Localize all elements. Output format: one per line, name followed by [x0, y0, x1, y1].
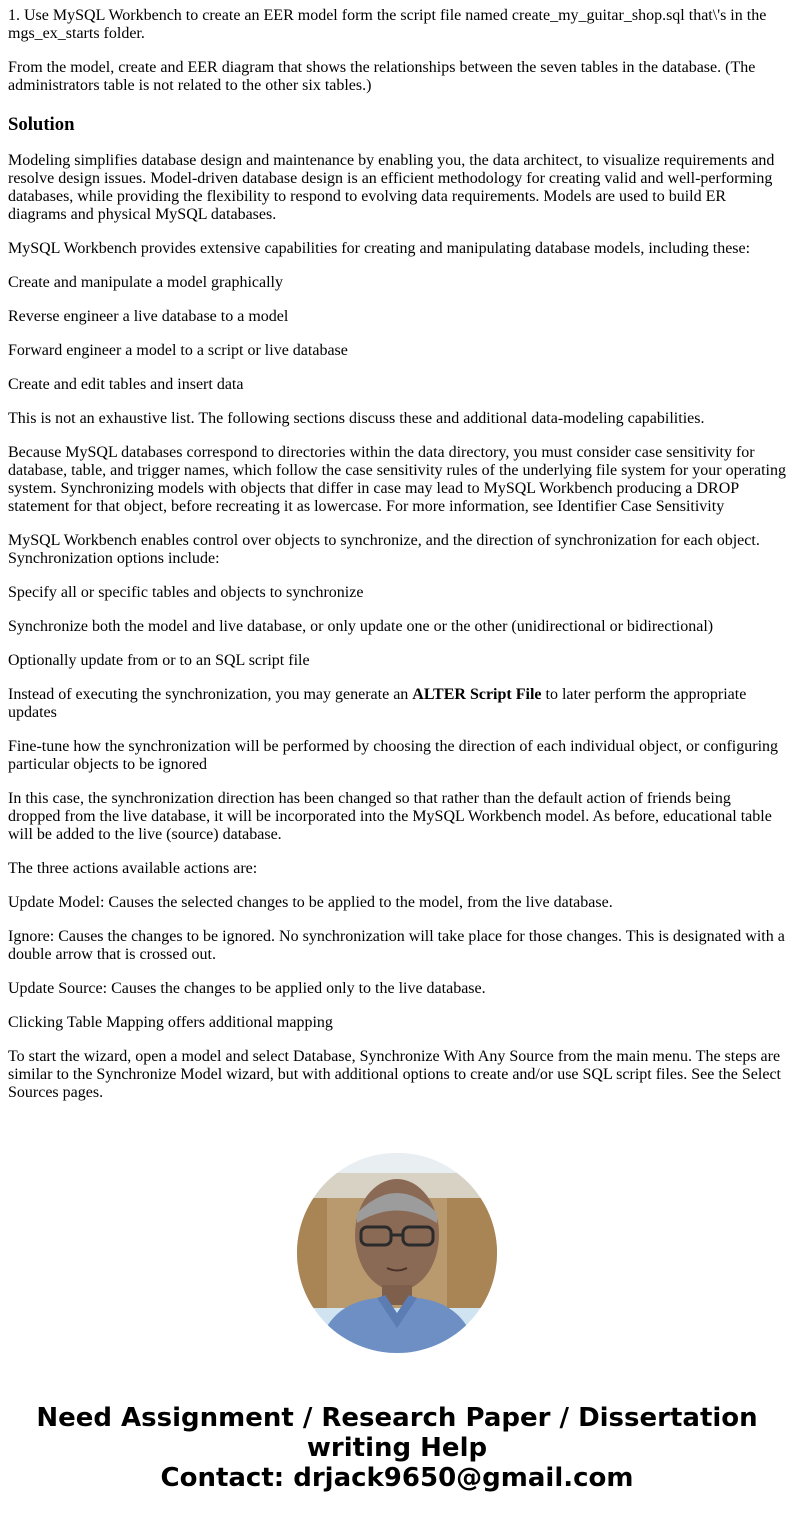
solution-paragraph: This is not an exhaustive list. The following sections discuss these and additional data-modeling capabilities.	[8, 410, 705, 427]
author-photo	[297, 1153, 497, 1353]
alter-text-before: Instead of executing the synchronization, you may generate an	[8, 686, 413, 703]
author-portrait-illustration	[297, 1153, 497, 1353]
solution-paragraph: In this case, the synchronization direction has been changed so that rather than the default action of friends being dropped from the live database, it will be incorporated into the MySQL Workbench model. As before, educational table will be added to the live (source) database.	[8, 790, 772, 843]
question-paragraph-2: From the model, create and EER diagram that shows the relationships between the seven tables in the database. (The administrators table is not related to the other six tables.)	[8, 59, 756, 94]
solution-paragraph: Because MySQL databases correspond to directories within the data directory, you must consider case sensitivity for database, table, and trigger names, which follow the case sensitivity rules of the underlying file system for your operating system. Synchronizing models with objects that differ in case may lead to MySQL Workbench producing a DROP statement for that object, before recreating it as lowercase. For more information, see Identifier Case Sensitivity	[8, 444, 786, 515]
solution-paragraph: MySQL Workbench enables control over objects to synchronize, and the direction of synchronization for each object. Synchronization options include:	[8, 532, 760, 567]
alter-script-bold: ALTER Script File	[412, 686, 542, 703]
solution-paragraph: Clicking Table Mapping offers additional mapping	[8, 1014, 333, 1031]
sync-option-item: Optionally update from or to an SQL script file	[8, 652, 310, 669]
question-paragraph-1: 1. Use MySQL Workbench to create an EER model form the script file named create_my_guitar_shop.sql that\'s in the mgs_ex_starts folder.	[8, 7, 767, 42]
alter-script-paragraph	[8, 686, 786, 722]
action-item: Ignore: Causes the changes to be ignored. No synchronization will take place for those changes. This is designated with a double arrow that is crossed out.	[8, 928, 785, 963]
contact-line: Contact: drjack9650@gmail.com	[160, 1463, 634, 1493]
solution-paragraph: To start the wizard, open a model and select Database, Synchronize With Any Source from the main menu. The steps are similar to the Synchronize Model wizard, but with additional options to create and/or use SQL script files. See the Select Sources pages.	[8, 1048, 781, 1101]
sync-option-item: Specify all or specific tables and objects to synchronize	[8, 584, 364, 601]
solution-paragraph: The three actions available actions are:	[8, 860, 258, 877]
solution-heading: Solution	[8, 114, 75, 135]
promo-footer	[0, 1403, 794, 1493]
capability-item: Forward engineer a model to a script or live database	[8, 342, 348, 359]
solution-paragraph: Fine-tune how the synchronization will be performed by choosing the direction of each individual object, or configuring particular objects to be ignored	[8, 738, 779, 773]
capability-item: Reverse engineer a live database to a model	[8, 308, 289, 325]
action-item: Update Source: Causes the changes to be applied only to the live database.	[8, 980, 486, 997]
alter-text-after: to later perform the appropriate updates	[8, 686, 747, 721]
solution-paragraph: MySQL Workbench provides extensive capabilities for creating and manipulating database models, including these:	[8, 240, 751, 257]
promo-line-1: Need Assignment / Research Paper / Dissertation	[36, 1403, 758, 1433]
promo-line-2: writing Help	[306, 1433, 488, 1463]
action-item: Update Model: Causes the selected changes to be applied to the model, from the live database.	[8, 894, 613, 911]
capability-item: Create and edit tables and insert data	[8, 376, 244, 393]
sync-option-item: Synchronize both the model and live database, or only update one or the other (unidirectional or bidirectional)	[8, 618, 714, 635]
capability-item: Create and manipulate a model graphically	[8, 274, 283, 291]
solution-paragraph: Modeling simplifies database design and maintenance by enabling you, the data architect, to visualize requirements and resolve design issues. Model-driven database design is an efficient methodology for creating valid and well-performing databases, while providing the flexibility to respond to evolving data requirements. Models are used to build ER diagrams and physical MySQL databases.	[8, 152, 775, 223]
